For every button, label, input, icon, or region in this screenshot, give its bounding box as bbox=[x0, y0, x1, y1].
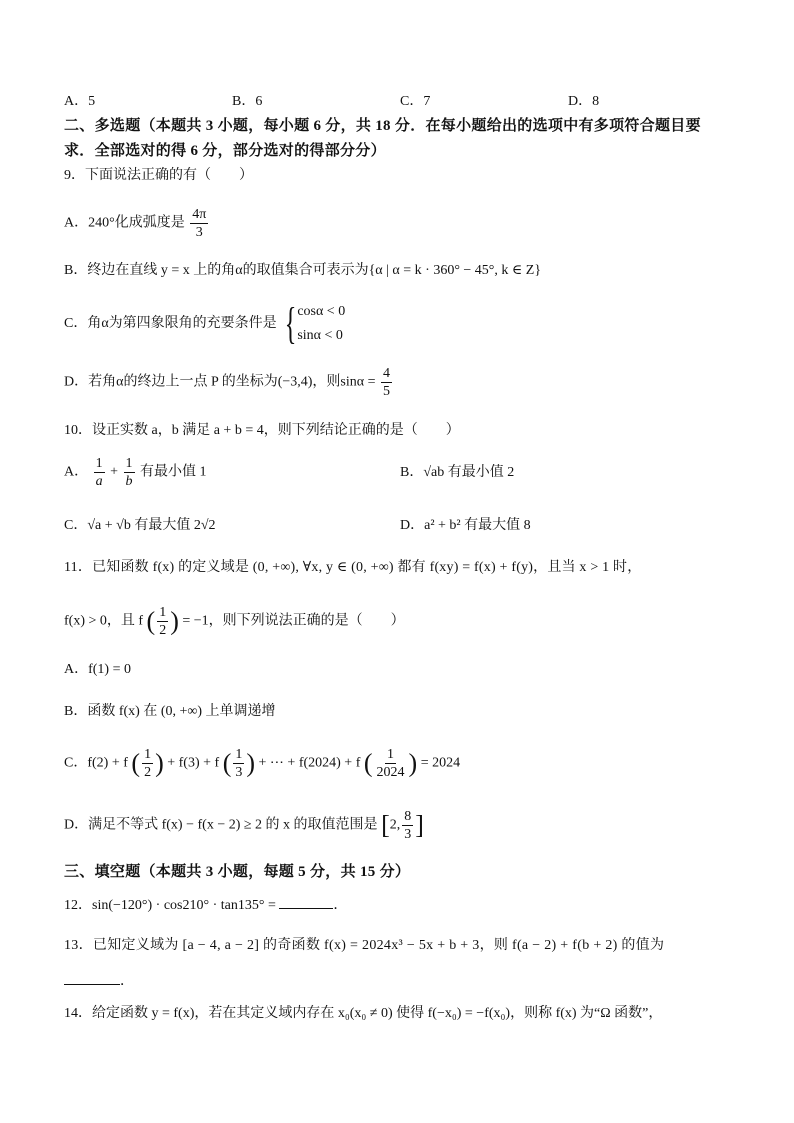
q13-answer-blank[interactable] bbox=[64, 970, 120, 985]
q11-d-den: 3 bbox=[404, 827, 412, 842]
q10-a-num1: 1 bbox=[95, 456, 103, 471]
section2-heading-line2: 求．全部选对的得 6 分，部分选对的得部分分） bbox=[64, 143, 386, 159]
q11-d-fraction bbox=[402, 808, 413, 843]
q11-c-fraction3 bbox=[375, 746, 407, 781]
q9-d-fraction bbox=[381, 365, 392, 400]
q10-a-den1: a bbox=[95, 474, 103, 489]
q11-c-part-a: C．f(2) + f bbox=[64, 755, 128, 771]
q9-d-text: D．若角α的终边上一点 P 的坐标为(−3,4)，则sinα = bbox=[64, 374, 376, 390]
q8-option-a: A．5 bbox=[64, 94, 96, 109]
q11-stem-den: 2 bbox=[159, 623, 167, 638]
q10-a-fraction2 bbox=[124, 455, 135, 490]
q11-c-den2: 3 bbox=[235, 765, 243, 780]
q11-c-part-c: + ⋯ + f(2024) + f bbox=[258, 755, 361, 771]
q11-option-c: C．f(2) + f ( $\frac{1}{2}$ ) + f(3) + f ( $\frac{1}{3}$ ) + ⋯ + f(2024) + f ( $\frac{1}{2024}$ ) = 2024 bbox=[64, 747, 461, 780]
q14-line1: 14．给定函数 y = f(x)，若在其定义域内存在 x₀(x₀ ≠ 0) 使得 f(−x₀) = −f(x₀)，则称 f(x) 为“Ω 函数”， bbox=[64, 1006, 663, 1021]
q9-option-a bbox=[64, 206, 210, 241]
q11-c-part-b: + f(3) + f bbox=[167, 755, 220, 771]
q13-end: ． bbox=[120, 974, 134, 989]
q12-text: 12．sin(−120°) · cos210° · tan135° = bbox=[64, 898, 276, 913]
q11-stem2-a: f(x) > 0，且 f bbox=[64, 613, 144, 629]
q9-c-system: { cosα < 0 sinα < 0 bbox=[284, 299, 346, 348]
q9-c-text: C．角α为第四象限角的充要条件是 bbox=[64, 316, 277, 332]
q11-c-num1: 1 bbox=[144, 747, 152, 762]
q8-option-d: D．8 bbox=[568, 94, 600, 109]
q11-option-d: D．满足不等式 f(x) − f(x − 2) ≥ 2 的 x 的取值范围是 [2, $\frac{8}{3}$ ] bbox=[64, 809, 424, 842]
q11-option-a: A．f(1) = 0 bbox=[64, 662, 131, 677]
q12-answer-blank[interactable] bbox=[279, 894, 333, 909]
q11-c-part-d: = 2024 bbox=[420, 755, 461, 771]
q8-option-c: C．7 bbox=[400, 94, 431, 109]
q11-d-text: D．满足不等式 f(x) − f(x − 2) ≥ 2 的 x 的取值范围是 bbox=[64, 817, 378, 833]
q10-option-a bbox=[64, 455, 207, 490]
q8-option-b: B．6 bbox=[232, 94, 263, 109]
q11-d-num: 8 bbox=[404, 809, 412, 824]
q12 bbox=[64, 894, 347, 916]
q11-c-den1: 2 bbox=[144, 765, 152, 780]
q9-option-d bbox=[64, 365, 394, 400]
q12-end: ． bbox=[333, 898, 348, 913]
q10-a-prefix: A． bbox=[64, 464, 89, 480]
q10-a-den2: b bbox=[125, 474, 133, 489]
q10-a-num2: 1 bbox=[125, 456, 133, 471]
q9-d-numerator: 4 bbox=[383, 366, 390, 381]
q11-stem-line1: 11．已知函数 f(x) 的定义域是 (0, +∞), ∀x, y ∈ (0, +∞) 都有 f(xy) = f(x) + f(y)，且当 x > 1 时， bbox=[64, 560, 642, 575]
q10-stem: 10．设正实数 a，b 满足 a + b = 4，则下列结论正确的是（ ） bbox=[64, 423, 460, 438]
q9-c-row1: cosα < 0 bbox=[297, 304, 346, 319]
q10-a-plus: + bbox=[110, 464, 119, 480]
section3-heading: 三、填空题（本题共 3 小题，每题 5 分，共 15 分） bbox=[64, 864, 411, 880]
q13-line2 bbox=[64, 970, 134, 992]
q10-option-b: B．√ab 有最小值 2 bbox=[400, 465, 515, 480]
q11-c-fraction2 bbox=[233, 746, 244, 781]
q10-a-fraction1 bbox=[94, 455, 105, 490]
q11-option-b: B．函数 f(x) 在 (0, +∞) 上单调递增 bbox=[64, 704, 276, 719]
q10-a-suffix: 有最小值 1 bbox=[140, 464, 207, 480]
q11-c-fraction1 bbox=[142, 746, 153, 781]
q11-d-left: 2, bbox=[389, 817, 401, 833]
q9-a-text: A．240°化成弧度是 bbox=[64, 215, 185, 231]
q9-a-denominator: 3 bbox=[195, 225, 203, 240]
q11-c-num3: 1 bbox=[387, 747, 395, 762]
q11-c-den3: 2024 bbox=[376, 765, 405, 780]
q10-option-c: C．√a + √b 有最大值 2√2 bbox=[64, 518, 216, 533]
q13-line1: 13．已知定义域为 [a − 4, a − 2] 的奇函数 f(x) = 2024x³ − 5x + b + 3，则 f(a − 2) + f(b + 2) 的值为 bbox=[64, 938, 665, 953]
q11-stem-num: 1 bbox=[159, 605, 167, 620]
q9-d-denominator: 5 bbox=[383, 384, 390, 399]
q9-option-b: B．终边在直线 y = x 上的角α的取值集合可表示为{α | α = k · 360° − 45°, k ∈ Z} bbox=[64, 263, 542, 278]
q11-stem2-b: = −1，则下列说法正确的是（ ） bbox=[182, 613, 405, 629]
q10-option-d: D．a² + b² 有最大值 8 bbox=[400, 518, 531, 533]
section2-heading-line1: 二、多选题（本题共 3 小题，每小题 6 分，共 18 分．在每小题给出的选项中有多项符合题目要 bbox=[64, 118, 701, 134]
q9-option-c bbox=[64, 300, 345, 348]
q11-stem-fraction bbox=[157, 604, 168, 639]
q9-a-numerator: 4π bbox=[192, 207, 207, 222]
q11-stem-line2: f(x) > 0，且 f ( $\frac{1}{2}$ ) = −1，则下列说法正确的是（ ） bbox=[64, 605, 405, 638]
q9-stem: 9．下面说法正确的有（ ） bbox=[64, 168, 253, 183]
q9-c-row2: sinα < 0 bbox=[297, 328, 343, 343]
q9-a-fraction bbox=[190, 206, 208, 241]
q11-c-num2: 1 bbox=[235, 747, 243, 762]
